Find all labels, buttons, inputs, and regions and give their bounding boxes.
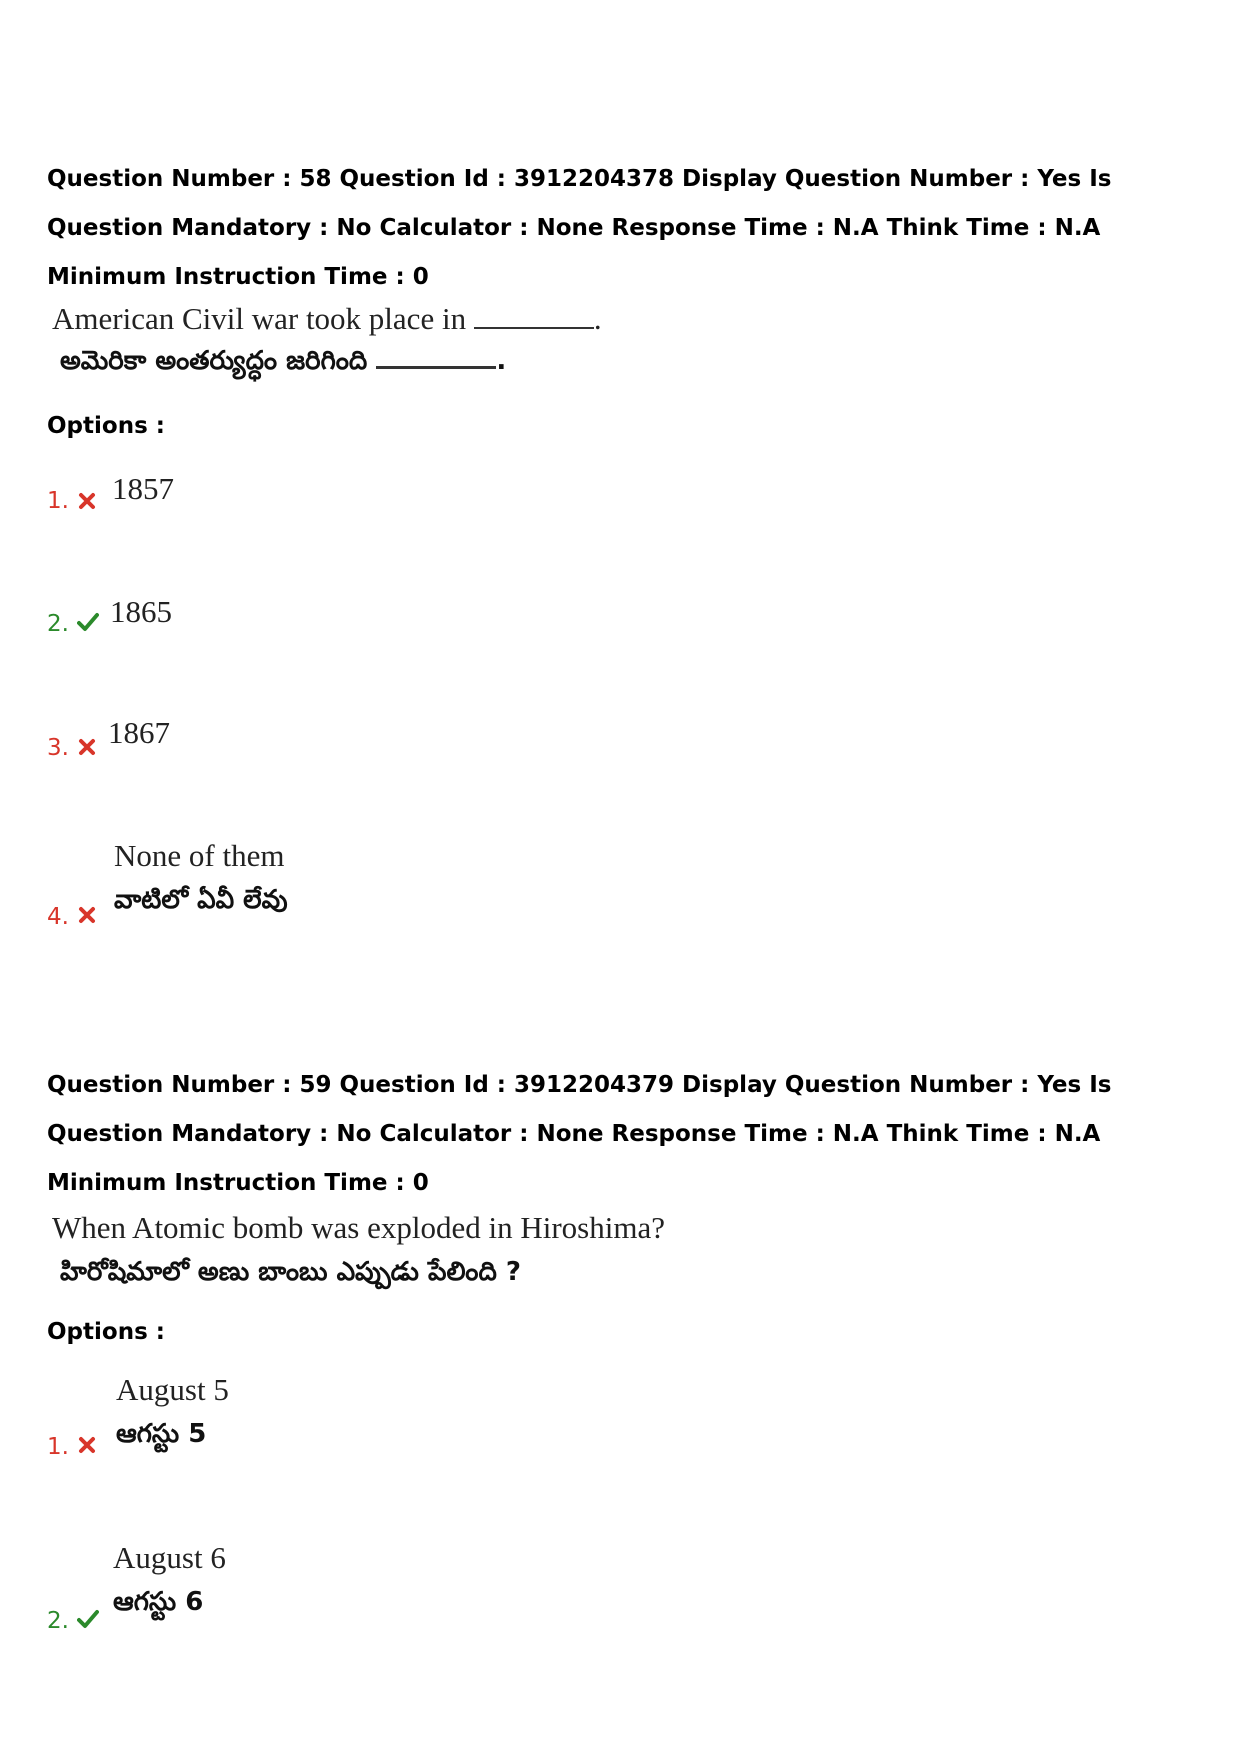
option-number: 2. (47, 1608, 69, 1634)
option-text-te: వాటిలో ఏవీ లేవు (114, 885, 288, 915)
option-number: 3. (47, 735, 69, 761)
option-text-en: None of them (114, 838, 285, 873)
option-text-en: August 6 (113, 1540, 226, 1575)
check-icon (77, 1609, 99, 1629)
cross-icon (78, 906, 96, 924)
option-number: 1. (47, 1434, 69, 1460)
option-text (113, 1536, 226, 1624)
option-text (110, 590, 172, 634)
cross-icon (78, 738, 96, 756)
option-number: 2. (47, 611, 69, 637)
check-icon (77, 612, 99, 632)
option-text-te: ఆగస్టు 5 (116, 1419, 207, 1449)
option-text-en: 1865 (110, 594, 172, 629)
question-58-stem-en: American Civil war took place in (52, 301, 467, 336)
option-text-en: August 5 (116, 1372, 229, 1407)
option-text (114, 834, 288, 922)
cross-icon (78, 1436, 96, 1454)
question-59-meta: Question Number : 59 Question Id : 3912204379 Display Question Number : Yes Is Question Mandatory : No Calculator : None Response Time : N.A Think Time : N.A Minimum Instruction Time : 0 (47, 1072, 1112, 1196)
question-59-stem-en: When Atomic bomb was exploded in Hiroshima? (52, 1210, 665, 1245)
fill-blank (474, 307, 594, 329)
fill-blank (376, 346, 496, 369)
option-text (116, 1368, 229, 1456)
question-58-meta: Question Number : 58 Question Id : 3912204378 Display Question Number : Yes Is Question Mandatory : No Calculator : None Response Time : N.A Think Time : N.A Minimum Instruction Time : 0 (47, 166, 1112, 290)
option-text-en: 1867 (108, 715, 170, 750)
options-label: Options : (47, 413, 165, 439)
option-number: 1. (47, 488, 69, 514)
question-59-stem-te: హిరోషిమాలో అణు బాంబు ఎప్పుడు పేలింది ? (60, 1257, 521, 1287)
option-number: 4. (47, 904, 69, 930)
options-label: Options : (47, 1319, 165, 1345)
question-58-stem: American Civil war took place in . అమెరికా అంతర్యుద్ధం జరిగింది . (52, 301, 602, 376)
option-text-te: ఆగస్టు 6 (113, 1587, 204, 1617)
option-text (108, 711, 170, 755)
cross-icon (78, 492, 96, 510)
question-58-stem-te: అమెరికా అంతర్యుద్ధం జరిగింది (60, 346, 368, 376)
question-59-stem (52, 1206, 665, 1294)
option-text (112, 467, 174, 511)
option-text-en: 1857 (112, 471, 174, 506)
